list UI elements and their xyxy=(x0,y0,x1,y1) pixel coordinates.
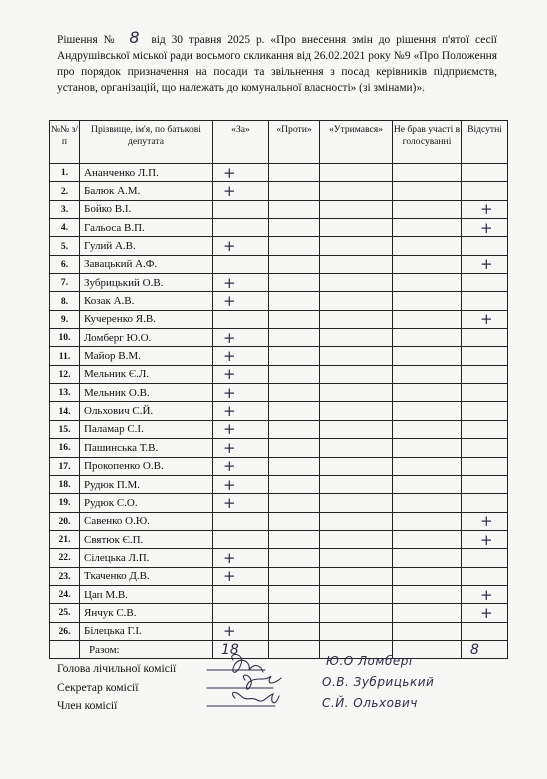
vote-for-mark xyxy=(213,457,269,475)
row-number: 2. xyxy=(50,182,80,200)
deputy-name: Святюк Є.П. xyxy=(80,530,213,548)
vote-against-cell xyxy=(269,439,320,457)
table-row xyxy=(50,530,508,548)
not-voting-cell xyxy=(393,274,462,292)
handwritten-plus: + xyxy=(480,603,493,622)
not-voting-cell xyxy=(393,347,462,365)
vote-against-cell xyxy=(269,604,320,622)
table-row xyxy=(50,457,508,475)
member-name-handwritten: С.Й. Ольхович xyxy=(322,696,418,710)
row-number: 13. xyxy=(50,384,80,402)
vote-for-mark xyxy=(213,604,269,622)
absent-mark xyxy=(462,347,508,365)
not-voting-cell xyxy=(393,494,462,512)
vote-abstain-cell xyxy=(320,549,393,567)
vote-against-cell xyxy=(269,164,320,182)
not-voting-cell xyxy=(393,512,462,530)
absent-mark xyxy=(462,604,508,622)
absent-mark xyxy=(462,475,508,493)
deputy-name: Балюк А.М. xyxy=(80,182,213,200)
vote-abstain-cell xyxy=(320,347,393,365)
row-number: 23. xyxy=(50,567,80,585)
row-number: 17. xyxy=(50,457,80,475)
deputy-name: Білецька Г.І. xyxy=(80,622,213,640)
not-voting-cell xyxy=(393,384,462,402)
vote-abstain-cell xyxy=(320,237,393,255)
vote-against-cell xyxy=(269,585,320,603)
table-row xyxy=(50,420,508,438)
handwritten-plus: + xyxy=(223,237,236,256)
not-voting-cell xyxy=(393,200,462,218)
row-number: 21. xyxy=(50,530,80,548)
table-row xyxy=(50,347,508,365)
deputy-name: Ананченко Л.П. xyxy=(80,164,213,182)
absent-mark xyxy=(462,292,508,310)
handwritten-plus: + xyxy=(223,163,236,182)
chair-name-handwritten: Ю.О Ломберг xyxy=(326,654,416,668)
vote-against-cell xyxy=(269,347,320,365)
table-row xyxy=(50,585,508,603)
vote-abstain-cell xyxy=(320,457,393,475)
absent-mark xyxy=(462,255,508,273)
deputy-name: Завацький А.Ф. xyxy=(80,255,213,273)
vote-abstain-cell xyxy=(320,292,393,310)
vote-against-cell xyxy=(269,402,320,420)
vote-abstain-cell xyxy=(320,420,393,438)
vote-against-cell xyxy=(269,384,320,402)
row-number: 5. xyxy=(50,237,80,255)
vote-abstain-cell xyxy=(320,439,393,457)
deputy-name: Бойко В.І. xyxy=(80,200,213,218)
handwritten-plus: + xyxy=(223,347,236,366)
vote-against-cell xyxy=(269,567,320,585)
vote-for-mark xyxy=(213,622,269,640)
secretary-name-handwritten: О.В. Зубрицький xyxy=(322,675,435,689)
not-voting-cell xyxy=(393,219,462,237)
vote-against-cell xyxy=(269,329,320,347)
table-row xyxy=(50,494,508,512)
vote-for-mark xyxy=(213,530,269,548)
vote-against-cell xyxy=(269,310,320,328)
total-absent-handwritten: 8 xyxy=(462,640,508,658)
total-for-handwritten: 18 xyxy=(213,640,269,658)
deputy-name: Гальоса В.П. xyxy=(80,219,213,237)
table-row xyxy=(50,310,508,328)
vote-for-mark xyxy=(213,585,269,603)
signature-scribbles xyxy=(205,652,315,722)
not-voting-cell xyxy=(393,365,462,383)
table-row xyxy=(50,219,508,237)
vote-for-mark xyxy=(213,494,269,512)
not-voting-cell xyxy=(393,549,462,567)
vote-abstain-cell xyxy=(320,255,393,273)
row-number: 24. xyxy=(50,585,80,603)
table-body xyxy=(50,164,508,641)
total-label: Разом: xyxy=(80,640,213,658)
vote-against-cell xyxy=(269,512,320,530)
vote-against-cell xyxy=(269,200,320,218)
table-row xyxy=(50,182,508,200)
not-voting-cell xyxy=(393,182,462,200)
row-number: 7. xyxy=(50,274,80,292)
vote-abstain-cell xyxy=(320,604,393,622)
handwritten-plus: + xyxy=(223,475,236,494)
handwritten-plus: + xyxy=(223,567,236,586)
deputy-name: Янчук С.В. xyxy=(80,604,213,622)
vote-abstain-cell xyxy=(320,622,393,640)
row-number: 8. xyxy=(50,292,80,310)
handwritten-plus: + xyxy=(223,292,236,311)
vote-for-mark xyxy=(213,420,269,438)
vote-for-mark xyxy=(213,292,269,310)
absent-mark xyxy=(462,549,508,567)
not-voting-cell xyxy=(393,604,462,622)
table-row xyxy=(50,237,508,255)
handwritten-plus: + xyxy=(223,493,236,512)
absent-mark xyxy=(462,494,508,512)
table-row xyxy=(50,402,508,420)
vote-for-mark xyxy=(213,512,269,530)
deputy-name: Гулий А.В. xyxy=(80,237,213,255)
row-number: 9. xyxy=(50,310,80,328)
vote-against-cell xyxy=(269,274,320,292)
vote-abstain-cell xyxy=(320,200,393,218)
vote-abstain-cell xyxy=(320,274,393,292)
table-row xyxy=(50,512,508,530)
absent-mark xyxy=(462,530,508,548)
deputy-name: Мельник О.В. xyxy=(80,384,213,402)
not-voting-cell xyxy=(393,292,462,310)
row-number: 3. xyxy=(50,200,80,218)
deputy-name: Рудюк П.М. xyxy=(80,475,213,493)
secretary-signature-icon xyxy=(207,675,281,689)
vote-abstain-cell xyxy=(320,219,393,237)
vote-for-mark xyxy=(213,274,269,292)
row-number: 25. xyxy=(50,604,80,622)
table-row xyxy=(50,200,508,218)
vote-against-cell xyxy=(269,622,320,640)
table-row xyxy=(50,475,508,493)
row-number: 4. xyxy=(50,219,80,237)
vote-abstain-cell xyxy=(320,512,393,530)
handwritten-plus: + xyxy=(223,420,236,439)
table-row xyxy=(50,567,508,585)
vote-abstain-cell xyxy=(320,384,393,402)
handwritten-plus: + xyxy=(223,622,236,641)
vote-abstain-cell xyxy=(320,402,393,420)
vote-for-mark xyxy=(213,219,269,237)
deputy-name: Козак А.В. xyxy=(80,292,213,310)
deputy-name: Кучеренко Я.В. xyxy=(80,310,213,328)
voting-table xyxy=(49,120,508,659)
vote-against-cell xyxy=(269,457,320,475)
row-number: 22. xyxy=(50,549,80,567)
decision-title: від 30 травня 2025 р. «Про внесення змін до рішення п'ятої сесії Андрушівської міської ради восьмого скликання від 26.02.2021 року №9 «Про Положення про порядок призначення на посади та звільнення з посад керівників підприємств, установ, організацій, що належать до комунальної власності» (зі змінами)». xyxy=(57,34,497,94)
deputy-name: Цап М.В. xyxy=(80,585,213,603)
header-num: №№ з/п xyxy=(50,121,80,164)
absent-mark xyxy=(462,219,508,237)
table-row xyxy=(50,549,508,567)
vote-for-mark xyxy=(213,402,269,420)
deputy-name: Прокопенко О.В. xyxy=(80,457,213,475)
not-voting-cell xyxy=(393,329,462,347)
handwritten-plus: + xyxy=(223,457,236,476)
header-not-voting: Не брав участі в голосуванні xyxy=(393,121,462,164)
deputy-name: Ткаченко Д.В. xyxy=(80,567,213,585)
handwritten-plus: + xyxy=(480,310,493,329)
decision-prefix: Рішення № xyxy=(57,34,118,46)
not-voting-cell xyxy=(393,585,462,603)
row-number: 16. xyxy=(50,439,80,457)
vote-against-cell xyxy=(269,494,320,512)
not-voting-cell xyxy=(393,622,462,640)
absent-mark xyxy=(462,402,508,420)
vote-for-mark xyxy=(213,365,269,383)
vote-abstain-cell xyxy=(320,494,393,512)
handwritten-plus: + xyxy=(480,218,493,237)
table-row xyxy=(50,439,508,457)
handwritten-plus: + xyxy=(223,383,236,402)
vote-for-mark xyxy=(213,237,269,255)
row-number: 19. xyxy=(50,494,80,512)
vote-against-cell xyxy=(269,365,320,383)
row-number: 1. xyxy=(50,164,80,182)
row-number: 15. xyxy=(50,420,80,438)
deputy-name: Паламар С.І. xyxy=(80,420,213,438)
absent-mark xyxy=(462,329,508,347)
absent-mark xyxy=(462,585,508,603)
vote-for-mark xyxy=(213,384,269,402)
absent-mark xyxy=(462,200,508,218)
handwritten-plus: + xyxy=(480,512,493,531)
header-name: Прізвище, ім'я, по батькові депутата xyxy=(80,121,213,164)
vote-against-cell xyxy=(269,530,320,548)
vote-abstain-cell xyxy=(320,365,393,383)
handwritten-plus: + xyxy=(223,273,236,292)
row-number: 18. xyxy=(50,475,80,493)
decision-heading xyxy=(57,30,497,96)
signature-roles xyxy=(57,660,176,716)
not-voting-cell xyxy=(393,255,462,273)
table-row xyxy=(50,292,508,310)
not-voting-cell xyxy=(393,164,462,182)
vote-against-cell xyxy=(269,549,320,567)
deputy-name: Зубрицький О.В. xyxy=(80,274,213,292)
vote-for-mark xyxy=(213,200,269,218)
row-number: 10. xyxy=(50,329,80,347)
table-row xyxy=(50,384,508,402)
chair-signature-icon xyxy=(207,654,265,672)
absent-mark xyxy=(462,457,508,475)
absent-mark xyxy=(462,237,508,255)
not-voting-cell xyxy=(393,420,462,438)
vote-against-cell xyxy=(269,237,320,255)
vote-for-mark xyxy=(213,475,269,493)
header-for: «За» xyxy=(213,121,269,164)
handwritten-plus: + xyxy=(223,365,236,384)
vote-against-cell xyxy=(269,182,320,200)
header-abstain: «Утримався» xyxy=(320,121,393,164)
vote-abstain-cell xyxy=(320,182,393,200)
not-voting-cell xyxy=(393,237,462,255)
vote-against-cell xyxy=(269,292,320,310)
vote-for-mark xyxy=(213,255,269,273)
absent-mark xyxy=(462,420,508,438)
not-voting-cell xyxy=(393,530,462,548)
deputy-name: Рудюк С.О. xyxy=(80,494,213,512)
table-row xyxy=(50,164,508,182)
not-voting-cell xyxy=(393,475,462,493)
vote-for-mark xyxy=(213,347,269,365)
total-num-cell xyxy=(50,640,80,658)
absent-mark xyxy=(462,164,508,182)
absent-mark xyxy=(462,182,508,200)
vote-abstain-cell xyxy=(320,310,393,328)
role-secretary: Секретар комісії xyxy=(57,680,139,694)
vote-for-mark xyxy=(213,310,269,328)
handwritten-plus: + xyxy=(223,328,236,347)
absent-mark xyxy=(462,622,508,640)
vote-for-mark xyxy=(213,567,269,585)
table-row xyxy=(50,329,508,347)
table-row xyxy=(50,604,508,622)
row-number: 26. xyxy=(50,622,80,640)
vote-against-cell xyxy=(269,255,320,273)
deputy-name: Майор В.М. xyxy=(80,347,213,365)
not-voting-cell xyxy=(393,457,462,475)
handwritten-plus: + xyxy=(480,585,493,604)
not-voting-cell xyxy=(393,439,462,457)
header-against: «Проти» xyxy=(269,121,320,164)
header-absent: Відсутні xyxy=(462,121,508,164)
vote-against-cell xyxy=(269,420,320,438)
vote-abstain-cell xyxy=(320,567,393,585)
deputy-name: Ломберг Ю.О. xyxy=(80,329,213,347)
row-number: 11. xyxy=(50,347,80,365)
vote-abstain-cell xyxy=(320,530,393,548)
handwritten-plus: + xyxy=(223,182,236,201)
table-row xyxy=(50,274,508,292)
vote-for-mark xyxy=(213,549,269,567)
absent-mark xyxy=(462,274,508,292)
role-member: Член комісії xyxy=(57,699,118,712)
absent-mark xyxy=(462,365,508,383)
not-voting-cell xyxy=(393,567,462,585)
absent-mark xyxy=(462,512,508,530)
vote-abstain-cell xyxy=(320,475,393,493)
handwritten-plus: + xyxy=(223,548,236,567)
absent-mark xyxy=(462,567,508,585)
row-number: 12. xyxy=(50,365,80,383)
deputy-name: Пашинська Т.В. xyxy=(80,439,213,457)
row-number: 6. xyxy=(50,255,80,273)
not-voting-cell xyxy=(393,310,462,328)
role-chair: Голова лічильної комісії xyxy=(57,662,177,675)
table-row xyxy=(50,622,508,640)
handwritten-plus: + xyxy=(480,255,493,274)
vote-against-cell xyxy=(269,219,320,237)
member-signature-icon xyxy=(207,692,279,706)
vote-against-cell xyxy=(269,475,320,493)
deputy-name: Сілецька Л.П. xyxy=(80,549,213,567)
vote-abstain-cell xyxy=(320,164,393,182)
row-number: 14. xyxy=(50,402,80,420)
handwritten-plus: + xyxy=(480,530,493,549)
deputy-name: Мельник Є.Л. xyxy=(80,365,213,383)
vote-abstain-cell xyxy=(320,585,393,603)
handwritten-plus: + xyxy=(223,438,236,457)
handwritten-plus: + xyxy=(223,402,236,421)
handwritten-plus: + xyxy=(480,200,493,219)
table-row xyxy=(50,255,508,273)
decision-number-handwritten: 8 xyxy=(129,28,140,47)
vote-abstain-cell xyxy=(320,329,393,347)
table-header-row xyxy=(50,121,508,164)
absent-mark xyxy=(462,384,508,402)
absent-mark xyxy=(462,439,508,457)
not-voting-cell xyxy=(393,402,462,420)
absent-mark xyxy=(462,310,508,328)
vote-for-mark xyxy=(213,182,269,200)
vote-for-mark xyxy=(213,439,269,457)
row-number: 20. xyxy=(50,512,80,530)
deputy-name: Савенко О.Ю. xyxy=(80,512,213,530)
vote-for-mark xyxy=(213,164,269,182)
table-row xyxy=(50,365,508,383)
deputy-name: Ольхович С.Й. xyxy=(80,402,213,420)
vote-for-mark xyxy=(213,329,269,347)
